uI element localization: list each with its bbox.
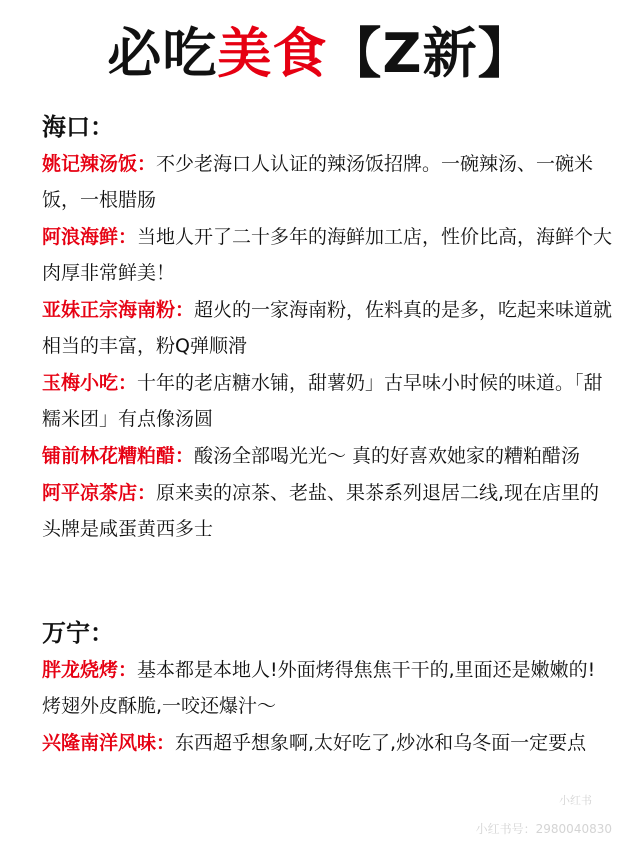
watermark-id: 小红书号：2980040830	[475, 822, 612, 836]
section-heading-haikou: 海口：	[42, 113, 114, 141]
restaurant-name: 阿浪海鲜：	[42, 226, 138, 248]
restaurant-description: 酸汤全部喝光光～ 真的好喜欢她家的糟粕醋汤	[194, 445, 581, 467]
section-heading-wanning: 万宁：	[42, 619, 114, 647]
list-item	[42, 652, 614, 724]
restaurant-description: 十年的老店糖水铺，甜薯奶」古早味小时候的味道。「甜糯米团」有点像汤圆	[42, 372, 603, 430]
restaurant-name: 玉梅小吃：	[42, 372, 138, 394]
page-title	[0, 22, 640, 86]
restaurant-description: 超火的一家海南粉，佐料真的是多，吃起来味道就相当的丰富，粉Q弹顺滑	[42, 299, 613, 357]
title-part-1: 必吃	[107, 22, 218, 85]
list-item	[42, 146, 614, 218]
restaurant-description: 基本都是本地人!外面烤得焦焦干干的,里面还是嫩嫩的!烤翅外皮酥脆,一咬还爆汁～	[42, 659, 596, 717]
list-item	[42, 219, 614, 291]
restaurant-name: 阿平凉茶店：	[42, 482, 157, 504]
list-item	[42, 725, 614, 761]
list-item	[42, 475, 614, 547]
restaurant-name: 姚记辣汤饭：	[42, 153, 157, 175]
watermark-badge: 小红书	[559, 794, 592, 807]
list-item	[42, 365, 614, 437]
wanning-food-list	[42, 652, 614, 762]
restaurant-description: 原来卖的凉茶、老盐、果茶系列退居二线,现在店里的头牌是咸蛋黄西多士	[42, 482, 600, 540]
title-part-2: 美食	[217, 22, 328, 85]
list-item	[42, 438, 614, 474]
list-item	[42, 292, 614, 364]
restaurant-name: 亚妹正宗海南粉：	[42, 299, 195, 321]
restaurant-name: 胖龙烧烤：	[42, 659, 138, 681]
restaurant-name: 铺前林花糟粕醋：	[42, 445, 195, 467]
restaurant-name: 兴隆南洋风味：	[42, 732, 176, 754]
title-part-3: 【Z新】	[327, 22, 533, 85]
haikou-food-list	[42, 146, 614, 548]
restaurant-description: 不少老海口人认证的辣汤饭招牌。一碗辣汤、一碗米饭，一根腊肠	[42, 153, 594, 211]
restaurant-description: 东西超乎想象啊,太好吃了,炒冰和乌冬面一定要点	[175, 732, 587, 754]
restaurant-description: 当地人开了二十多年的海鲜加工店，性价比高，海鲜个大肉厚非常鲜美！	[42, 226, 613, 284]
